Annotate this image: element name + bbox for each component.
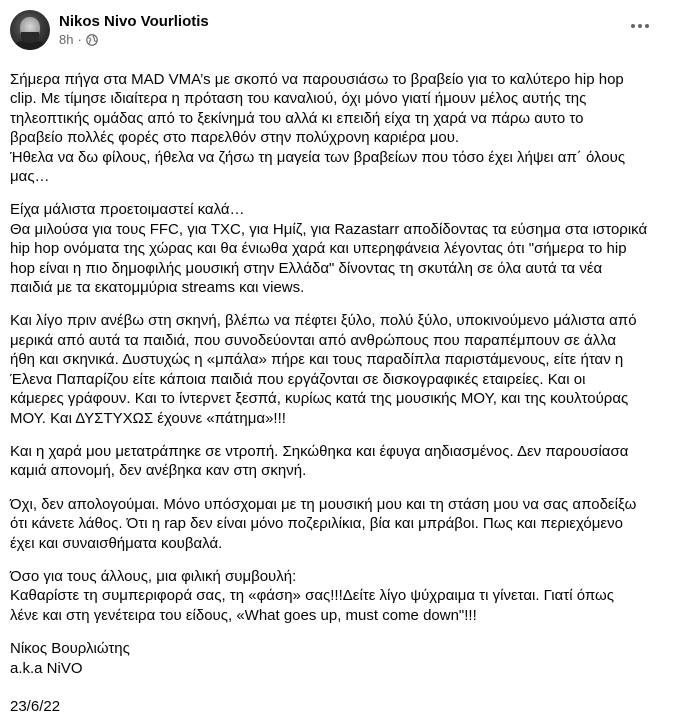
globe-icon[interactable]: [86, 34, 98, 46]
ellipsis-icon-dot: [631, 24, 635, 28]
avatar-beard: [21, 32, 39, 43]
post-body: [10, 70, 670, 717]
more-options-button[interactable]: [622, 12, 658, 40]
post-paragraph: Και η χαρά μου μετατράπηκε σε ντροπή. Σηκώθηκα και έφυγα αηδιασμένος. Δεν παρουσίασα καμιά απονομή, δεν ανέβηκα καν στη σκηνή.: [10, 442, 629, 480]
signature-name: Νίκος Βουρλιώτης: [10, 640, 130, 658]
post-date: 23/6/22: [10, 698, 61, 716]
post-paragraph: Και λίγο πριν ανέβω στη σκηνή, βλέπω να πέφτει ξύλο, πολύ ξύλο, υποκινούμενο μάλιστα από μερικά από αυτά τα παιδιά, που συνοδεύονται από ανθρώπους που παραπέμπουν σε άλλα ήθη και σκηνικά. Δυστυχώς η «μπάλα» πήρε και τους παραδίπλα παριστάμενους, είτε ήταν η Έλενα Παπαρίζου είτε κάποια παιδιά που εργάζονται σε δισκογραφικές εταιρείες. Και οι κάμερες γράφουν. Και το ίντερνετ ξεσπά, κυρίως κατά της μουσικής ΜΟΥ, και της κουλτούρας ΜΟΥ. Και ΔΥΣΤΥΧΩΣ έχουνε «πάτημα»!!!: [10, 312, 637, 427]
ellipsis-icon-dot: [645, 24, 649, 28]
post-paragraph: Είχα μάλιστα προετοιμαστεί καλά… Θα μιλούσα για τους FFC, για TXC, για Ημίζ, για Razastarr αποδίδοντας τα εύσημα στα ιστορικά hip hop ονόματα της χώρας και θα ένιωθα χαρά και υπερηφάνεια λέγοντας ότι "σήμερα το hip hop είναι η πιο δημοφιλής μουσική στην Ελλάδα" δίνοντας τη σκυτάλη σε όλα αυτά τα νέα παιδιά με τα εκατομμύρια streams και views.: [10, 201, 648, 297]
author-name[interactable]: Nikos Nivo Vourliotis: [59, 13, 209, 30]
post-meta: [59, 12, 209, 48]
post-paragraph: Όσο για τους άλλους, μια φιλική συμβουλή: Καθαρίστε τη συμπεριφορά σας, τη «φάση» σας!!!Δείτε λίγο ψύχραιμα τι γίνεται. Γιατί όπως λένε και στη γενέτειρα του είδους, «What goes up, must come down"!!!: [10, 567, 614, 624]
post-time[interactable]: 8h: [59, 32, 74, 47]
post-subline: [59, 32, 209, 48]
separator-dot: ·: [77, 32, 82, 47]
post-paragraph: Σήμερα πήγα στα MAD VMA’s με σκοπό να παρουσιάσω το βραβείο για το καλύτερο hip hop clip. Με τίμησε ιδιαίτερα η πρόταση του καναλιού, όχι μόνο γιατί ήμουν μέλος αυτής της τηλεοπτικής ομάδας από το ξεκίνημά του αλλά κι επειδή είχα τη χαρά να πάρω αυτο το βραβείο πολλές φορές στο παρελθόν στην πολύχρονη καριέρα μου. Ήθελα να δω φίλους, ήθελα να ζήσω τη μαγεία των βραβείων που τόσο έχει λήψει απ΄ όλους μας…: [10, 71, 626, 186]
author-avatar[interactable]: [10, 10, 50, 50]
post-header: [10, 10, 209, 50]
post-paragraph: Όχι, δεν απολογούμαι. Μόνο υπόσχομαι με τη μουσική μου και τη στάση μου να σας αποδείξω ότι κάνετε λάθος. Ότι η rap δεν είναι μόνο ποζεριλίκια, βία και μπράβοι. Πως και περιεχόμενο έχει και συναισθήματα κουβαλά.: [10, 495, 637, 552]
signature-aka: a.k.a NiVO: [10, 660, 83, 678]
ellipsis-icon-dot: [638, 24, 642, 28]
